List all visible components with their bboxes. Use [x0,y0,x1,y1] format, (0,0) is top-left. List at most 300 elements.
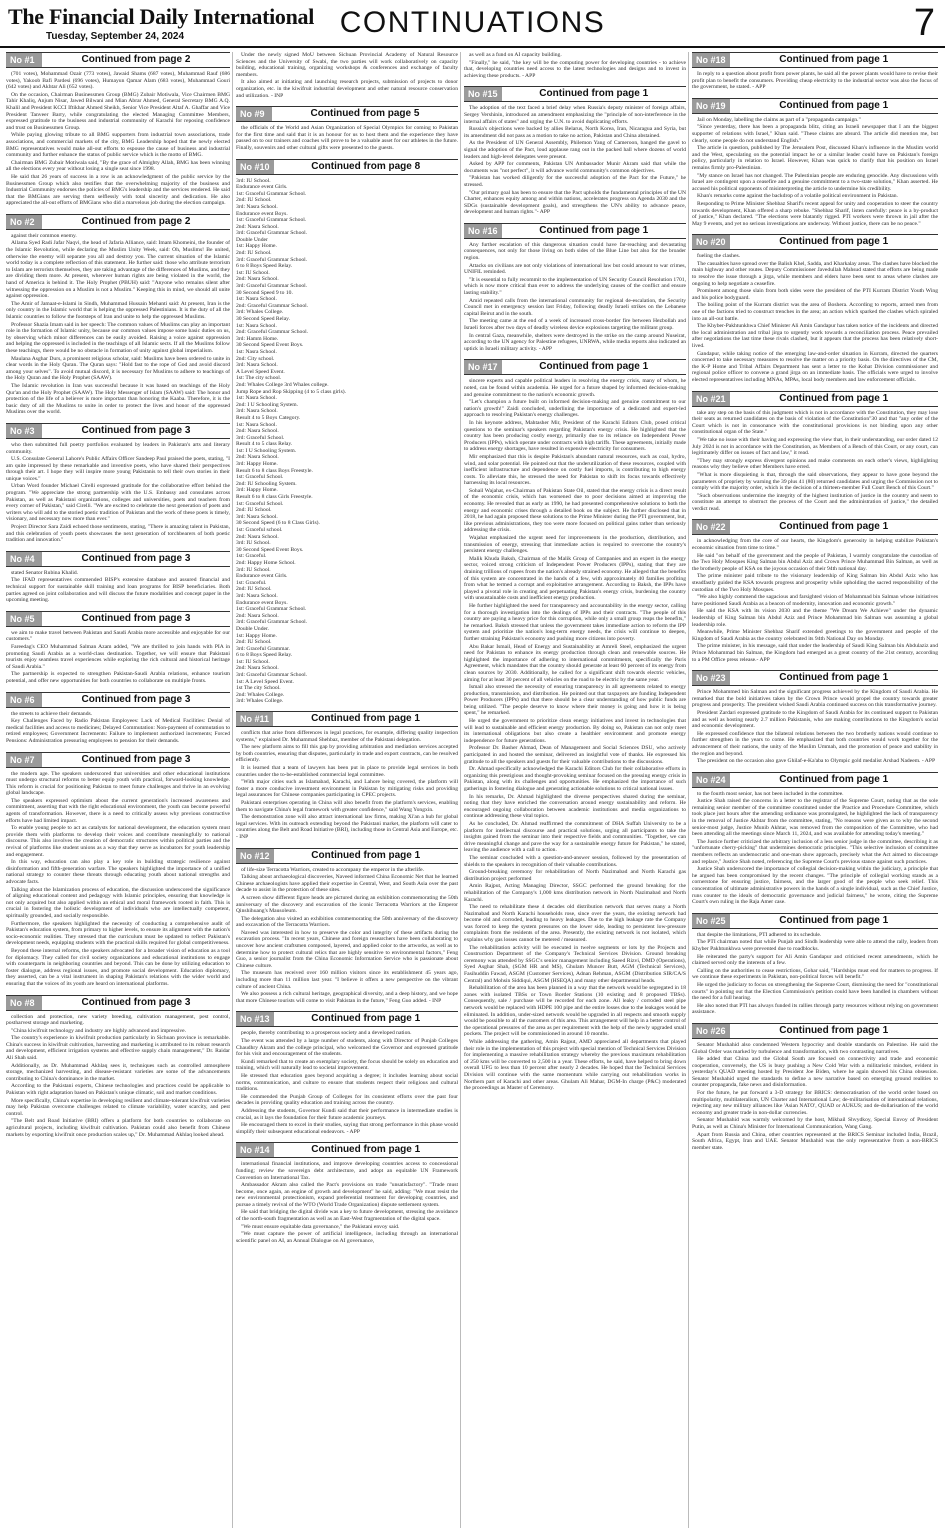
article-number-tag: No #8 [6,996,42,1010]
article-body [236,730,458,841]
column-4 [692,52,938,1528]
article-body [464,52,686,79]
results-line: 1st: Nasra School. [236,322,277,329]
results-line: 1st: Nasra School. [236,296,277,303]
column-divider [232,52,233,1528]
article-paragraph: To enable young people to act as catalysts for national development, the education system must provide them with platforms to develop their voices and contribute meaningfully to national discourse. This also involves the creation of democratic structures within political parties and the revival of platforms like student unions as a way that they serve as incubators for youth leadership and engagement. [6,825,230,858]
article-number-tag: No #16 [464,224,502,238]
article-paragraph: Russia's objections were backed by allies Belarus, North Korea, Iran, Nicaragua and Syria, but its amendment did not pass as a motion to take no action, Pakistan and China abstained. [464,126,686,139]
article-paragraph: While paying glowing tribute to all BMG supporters from industrial town associations, trade associations, and commercial markets of the city, BMG Leadership hoped that the newly elected BMG representatives would make all-out efforts to espouse the cause of business and industrial community and further enhance the status of public service which is the motto of BMG. [6,132,230,159]
article-paragraph: The museum has received over 160 million visitors since its establishment 45 years ago, including more than 11 million last year. "I believe it offers a new perspective on the vibrant culture of ancient China. [236,970,458,990]
page-number: 7 [913,2,935,44]
article-header [6,214,230,230]
article-paragraph: The adoption of the text faced a brief delay when Russia's deputy minister of foreign affairs, Sergey Vershinin, introduced an amendment emphasizing the "principle of non-interference in the internal affairs of states" and urging the U.N. to avoid duplicating efforts. [464,105,686,125]
results-line: 1st: Graceful School. [236,474,284,481]
article-number-tag: No #21 [692,392,730,406]
newspaper-name: The Financial Daily International [8,4,315,29]
results-line: 3rd: IU School. [236,566,271,573]
article-paragraph: Senator Mushahid was warmly welcomed by the host, Mikhail Shvydkoy, Special Envoy of President Putin, as well as China's Minister for International Communication, Wang Gang. [692,1117,938,1131]
results-line: 3rd: Nasra School. [236,592,278,599]
results-line: 30 Second Speed Event Boys. [236,342,304,349]
article-paragraph: As the President of UN General Assembly, Philemon Yang of Cameroon, banged the gavel to signal the adoption of the Pact, loud applause rang out in the packed hall where dozens of world leaders and high-level delegates were present. [464,140,686,160]
article-paragraph: Gandapur, while taking notice of the emerging law-and-order situation in Kurram, directed the quarters concerned to take necessary measures to resolve the matter on a priority basis. On the directives of the CM, the K-P Home and Tribal Affairs Department has sent a letter to the Kohat Division commissioner and regional police officer to convene a grand jirga on an immediate basis. The officials were urged to involve elected representatives including MNAs, MPAs, local body members and law enforcement officials. [692,350,938,383]
results-line: 1st: The city school. [236,375,282,382]
results-line: 2nd: Graceful Grammar School. [236,329,309,336]
continuation-title: Continued from page 5 [310,108,420,120]
article-paragraph: He urged the judiciary to focus on strengthening the Supreme Court, dismissing the need for "constitutional courts" in pointing out that the Election Commission's petition could have been handled in chambers without the need for a full hearing. [692,981,938,1002]
article-header [6,423,230,439]
results-line: 2nd: I U Schooling System. [236,401,298,408]
continuation-title: Continued from page 1 [779,54,889,65]
article-body [692,1042,938,1152]
results-line: 1st: IU School. [236,658,270,665]
article-paragraph: Under the newly signed MoU between Sichuan Provincial Academy of Natural Resource Sciences and the University of Swabi, the two parties will work collaboratively on capacity building, educational training, organizing workshops & conferences and exchange of faculty members. [236,52,458,78]
article-paragraph: "Such observations undermine the integrity of the highest institution of justice in the country and seem to constitute an attempt to obstruct the process of the Court and the administration of justice," the detailed verdict read. [692,492,938,512]
results-line: 3rd: Graceful Grammar School. [236,672,308,679]
article-number-tag: No #15 [464,87,502,101]
article-paragraph: Allama Syed Radi Jafar Naqvi, the head of Jafaria Alliance, said: Imam Khomeini, the founder of the Islamic Revolution, while declaring the Muslim Unity Week, said: Oh, Muslims! Be united, otherwise the enemy will separate you all and destroy you. The current situation of the Islamic world today is a complete reflection of this statement. He further said: those who attribute terrorism to Islam are terrorists themselves, they are taking advantage of the differences of Muslims, and they are dividing them more. At present, wherever human rights are being violated in the world, the hand of America is behind it. The Holy Prophet (PBUH) said: "Anyone who remains silent after witnessing the oppression on a Muslim is not a Muslim." Keeping this in mind, we should all unite against oppression. [6,240,230,300]
article-paragraph: The PTI chairman noted that while Punjab and Sindh leadership were able to attend the rally, leaders from Khyber Pakhtunkhwa were prevented due to roadblocks. [692,939,938,952]
results-line: 3rd: Graceful Grammar. [236,645,290,652]
article-paragraph: He said the KSA with its vision 2030 and the theme "We Dream We Achieve" under the dynamic leadership of King Salman bin Abdul Aziz and Prince Mohammad bin Salman was assuming a global leadership role. [692,608,938,628]
continuation-title: Continued from page 1 [539,361,649,373]
results-line: 3rd: Hamm Home. [236,335,279,342]
results-line: 3rd: Happy Home. [236,487,278,494]
article-paragraph: take any step on the basis of this judgment which is not in accordance with the Constitution, they may lose their seats as returned candidates on the basis of violation of the Constitution"30 and that "any order of the Court which is not in consonance with the constitutional provisions is not binding upon any other constitutional organ of the State." [692,409,938,436]
continuation-title: Continued from page 3 [81,552,191,564]
article-paragraph: people, thereby contributing to a prosperous society and a developed nation. [241,1030,412,1037]
results-line: 2nd: IU School. [236,586,272,593]
article-paragraph: Any further escalation of this dangerous situation could have far-reaching and devastating consequences, not only for those living on both sides of the Blue Line but also for the broader region. [464,241,686,262]
article-paragraph: "We also highly commend the sagacious and farsighted vision of Mohammad bin Salman whose initiatives have positioned Saudi Arabia as a beacon of modernity, innovation and economic growth." [692,594,938,607]
results-line: 3rd: Nasra School. [236,513,278,520]
article-paragraph: Attacks on civilians are not only violations of international law but could amount to war crimes, UNIFIL reminded. [464,262,686,276]
results-line: 2nd: Nasra School. [236,223,279,230]
continuation-title: Continued from page 1 [311,849,421,861]
article-body [6,442,230,544]
article-number-tag: No #25 [692,914,730,928]
article-paragraph: Justice Shah underscored the importance of collegial decision-making within the judiciary, a principle that he argued has been compromised by the recent changes. "The principle of collegial working stands as a cornerstone for ensuring justice, fairness, and the larger good of the people who seek relief. This concentration of ultimate administrative powers in the hands of a single individual, such as the Chief Justice, runs counter to the ideals of democratic governance and judicial fairness," he wrote, citing the Supreme Court's own ruling in the Raja Amer case. [692,866,938,906]
article-number-tag: No #1 [6,53,42,67]
column-divider [460,52,461,1528]
continuation-title: Continued from page 1 [311,713,420,725]
article-paragraph: The IFAD representatives commended BISP's extensive database and assured financial and technical support for sustainable skill training and loan programs for BISP beneficiaries. Both parties agreed on joint collaboration and will discuss the future modalities and concept paper in the upcoming meeting. [6,577,230,604]
article-paragraph: "We must ensure equitable data governance," the Pakistani envoy said. [241,1223,400,1230]
continuation-title: Continued from page 3 [81,753,191,765]
article-header [464,223,686,239]
column-1 [6,52,230,1528]
article-paragraph: The prime minister paid tribute to the visionary leadership of King Salman bin Abdul Aziz who has steadfastly guided the KSA towards progress and prosperity while upholding the sacred responsibility of the custodian of the Two Holy Mosques. [692,573,938,593]
results-line: 3rd: Graceful Grammar School. [236,256,308,263]
article-body [6,1014,230,1139]
article-paragraph: He urged the government to prioritize clean energy initiatives and invest in technologies that will lead to sustainable and efficient energy production. By doing so, Pakistan can not only meet its international obligations but also create a healthier environment and promote energy independence for future generations. [464,718,686,744]
article [464,223,686,354]
article-paragraph: Beyond these internal reforms, the speakers advocated for a broader vision of education as a tool for diplomacy. They called for civil society organizations and educational institutions to engage with counterparts in neighboring countries and beyond. This can be done by utilizing education to foster dialogue, address regional issues, and promote social development. Education diplomacy, they asserted, can be a vital instrument in shaping Pakistan's relations with the wider world and ensuring that the voices of its youth are heard on international platforms. [6,947,230,987]
article-paragraph: in acknowledging from the core of our hearts, the Kingdom's generosity in helping stabilize Pakistan's economic situation from time to time." [692,538,938,552]
article-paragraph: The speakers expressed optimism about the current generation's increased awareness and commitment, asserting that with the right educational environment, the youth can become powerful agents of transformation. However, there is a need to critically assess why previous constructive efforts have had limited impact. [6,797,230,824]
article-paragraph: Malik Khuda Baksh, Chairman of the Malik Group of Companies and an expert in the energy sector, voiced strong criticism of Independent Power Producers (IPPs), stating that they are draining trillions of rupees from the nation's already strained economy. He alleged that the benefits of this system are concentrated in the hands of a few, with approximately 40 families profiting from what he termed a corrupt and exploitative arrangement. According to Baksh, the IPPs have played a pivotal role in creating and perpetuating Pakistan's energy crisis, burdening the country with unsustainable costs and inefficient energy production. [464,555,686,602]
results-line: 3rd: Nasra School. [236,203,278,210]
article-body [236,1161,458,1244]
continuation-title: Continued from page 1 [779,672,889,684]
results-line: 1st: Nasra School. [236,348,277,355]
results-line: 2nd: Nasra School. [236,428,279,435]
article-body [6,771,230,988]
results-line: Jump Rope and Rop Skipping (4 to 5 class girls). [236,388,347,395]
results-line: 1st: Graceful. [236,579,267,586]
results-line: 3rd: Graceful Grammar School. [236,283,308,290]
results-line: 1st: Graceful school. [236,527,283,533]
article-number-tag: No #14 [236,1143,274,1157]
results-line: 2nd: IU School. [236,197,272,204]
results-line: Result 6 to 8 class Girls Freestyle. [236,494,313,501]
article-paragraph: According to the Pakistani experts, Chinese technologies and practices could be applicable to Pakistan with right adaptation based on Pakistan's unique climatic, soil and market conditions. [6,1083,230,1097]
article [692,913,938,1017]
article-paragraph: We also possess a rich cultural heritage, geographical diversity, and a deep history, and we hope that more Chinese tourists will come to visit Pakistan in the future," Feng Guo added. - INP [236,991,458,1004]
results-line: 3rd: Whales College. [236,698,284,705]
article-paragraph: Chairman BMG Zubair Motiwala said, "By the grace of Almighty Allah, BMG has been winning all the elections every year without losing a single seat since 1998. [6,159,230,173]
article-body [464,378,686,1091]
article [692,772,938,907]
article [692,670,938,766]
article-paragraph: He commended the Punjab Group of Colleges for its consistent efforts over the past four decades in providing quality education and training across the country. [236,1093,458,1107]
results-line: 2nd: Nasra School. [236,276,279,283]
article-paragraph: The meeting came at the end of a week of increased cross-border fire between Hezbollah and Israeli forces after two days of deadly wireless device explosions targeting the militant group. [464,318,686,331]
results-line: 2nd: Happy Home School. [236,559,296,566]
article [236,159,458,706]
article-paragraph: The Amir of Jamaat-e-Islami in Sindh, Muhammad Hussain Mehanti said: At present, Iran is the only country in the Islamic world that is helping the oppressed Palestinians. It is the duty of all the Islamic countries to follow the footsteps of Iran and unite to help the oppressed Muslims. [6,300,230,320]
article-paragraph: Key Challenges Faced by Radio Pakistan Employees: Lack of Medical Facilities: Denial of medical facilities and access to medicines; Delayed Commutation: Non-payment of commutation to retired employees; Government Increments: Failure to implement authorized increments; Forced Pensions: Administration pressuring employees to pension for their demands. [6,718,230,744]
article-paragraph: The demonstration zone will also attract international law firms, making Xi'an a hub for global legal services. With its outreach extending beyond the Pakistani market, the platform will cater to countries along the Belt and Road Initiative (BRI), including those in Central Asia and Europe, etc. - INP [236,814,458,840]
article-paragraph: He said that 26 years of success in a row is an acknowledgment of the public service by the Businessmen Group which also testifies that the overwhelming majority of the business and Industrial Community endorses the policies of BMG's leadership and the services rendered. He said that the BMGians are serving them selflessly with total sincerity and dedication. He also appreciated the all-out efforts of BMGians who did a marvelous job during the election campaign. [6,173,230,207]
article-body [236,1030,458,1135]
masthead [0,0,945,48]
article-paragraph: It is learned that a team of lawyers has been put in place to provide legal services in both countries under the to-be-established commercial legal committee. [236,765,458,778]
article-body [692,253,938,383]
article-paragraph: In central Gaza, meanwhile, shelters were destroyed in the strike on the camp around Nuseirat, according to the UN agency for Palestine refugees, UNRWA, while media reports also indicated an uptick in Israeli military activity. - APP [464,332,686,352]
article-header [236,711,458,727]
section-title: CONTINUATIONS [339,6,606,39]
article-number-tag: No #9 [236,107,272,121]
continuation-title: Continued from page 1 [779,236,889,248]
results-line: 1st: Graceful Grammar School. [236,217,307,224]
article-paragraph: against their common enemy. [11,232,77,239]
article-paragraph: the streets to achieve their demands. [11,710,93,717]
continuation-title: Continued from page 2 [81,54,191,65]
article-header [6,995,230,1011]
continuation-title: Continued from page 1 [779,99,889,111]
continuation-title: Continued from page 1 [779,1024,889,1036]
article-paragraph: Apart from Russia and China, other countries represented at the BRICS Seminar included India, Brazil, South Africa, Egypt, Iran and UAE. Senator Mushahid was the only representative from a non-BRICS member state. [692,1131,938,1151]
article-paragraph: "It is essential to fully recommit to the implementation of UN Security Council Resolution 1701, which is now more critical than ever to address the underlying causes of the conflict and ensure lasting stability." [464,276,686,297]
article-body [692,410,938,513]
results-line: 1st: I U Schooling System. [236,447,297,454]
article-paragraph: "Since yesterday, there has been a propaganda blitz, citing an Israeli newspaper that I am the biggest supporter of relations with Israel," Khan said. "These claims are absurd. The article did mention me, but clearly, some people do not understand English." [692,124,938,144]
article-number-tag: No #10 [236,160,274,174]
article-number-tag: No #6 [6,693,42,707]
article [6,611,230,686]
article [236,1142,458,1245]
article-paragraph: In his keynote address, Mahtasher Mir, President of the Karachi Editors Club, posed critical questions to the seminar's speakers regarding Pakistan's energy crisis. He highlighted that the country has been producing costly energy, primarily due to its reliance on Independent Power Producers (IPPs), which operate under contracts with high tariffs. These agreements, initially made to address energy shortages, have resulted in expensive electricity for consumers. [464,419,686,453]
article-paragraph: "We must capture the power of artificial intelligence, including through an international scientific panel on AI, an Annual Dialogue on AI governance, [236,1231,458,1244]
results-line: 1st: Graceful School. [236,500,284,507]
results-line: 1st: Graceful. [236,553,267,560]
article-paragraph: stated Senator Rubina Khalid. [11,569,79,576]
article-paragraph: Amin Rajput, Acting Managing Director, SSGC performed the ground breaking for the rehabilitation of the Company's 1,000 kms distribution network in North Nazimabad and North Karachi. [464,883,686,903]
article-header [6,752,230,768]
article-paragraph: The article in question, published by The Jerusalem Post, discussed Khan's influence in the Muslim world and the West, speculating on the potential impact he or a similar leader could have on Pakistan's foreign policy, particularly in relation to Israel. However, Khan was quick to clarify that his position on Israel remains firmly pro-Palestinian. [692,145,938,171]
article-body [236,867,458,1005]
article-paragraph: that despite the limitations, PTI adhered to its schedule. [697,931,822,938]
results-line: Endurance event Girls. [236,184,288,191]
results-line: 1st: A Level Speed Event. [236,678,294,685]
results-line: 1st: Nasra School. [236,395,277,402]
results-list [236,178,458,706]
article-paragraph: fueling the clashes. [697,253,741,260]
results-line: 2nd: Nasra School. [236,533,279,540]
article-paragraph: Professor Shazia Imam said in her speech: The common values of Muslims can play an important role in the formation of Islamic unity, because our common values impose some basic duties on us, by observing which minor differences can be easily avoided. Raising a voice against oppression and helping the oppressed is included in the teachings of all Islamic sects. If all the Muslims follow these teachings, there would be no obstacle in formation of unity against global imperialism. [6,321,230,354]
article-paragraph: who then submitted full poetry portfolios evaluated by leaders in Pakistan's arts and literary community. [6,441,230,455]
article [464,86,686,217]
article-paragraph: He encouraged them to excel in their studies, saying that strong performance in this phase would simplify their subsequent educational endeavors. - APP [236,1122,458,1135]
article-paragraph: we aim to make travel between Pakistan and Saudi Arabia more accessible and enjoyable for our customers." [6,629,230,643]
article-paragraph: The rehabilitation activity will be executed in twelve segments or lots by the Projects and Construction Department of the Company's Technical Services Division. Ground breaking ceremony was attended by SSGC's senior management including Saeed Rizvi, DMD (Operations), Syed Asghar Shah, (SGM HR and MS), Ghulam Muncer Butt, AGM (Technical Services), Fasihuddin Fawad, ASGM (Customer Services), Adnan Rehman, ASGM (Distribution SIR/CA/S Central) and Mohsin Siddiqui, ASGM (HSEQA) and many other departmental heads. [464,944,686,984]
article-paragraph: The boiling point of the Kurram district was the area of Boshera. According to reports, armed men from one of the factions tried to construct trenches in the area; an action which sparked the clashes which spiraled into an all-out battle. [692,302,938,322]
article-body [236,52,458,99]
article-paragraph: Calling on the authorities to cease restrictions, Gohar said, "Hardships must end for matters to progress. If we continue these experiments in Pakistan, non-political forces will benefit." [692,967,938,981]
article-header [692,670,938,686]
article-paragraph: The partnership is expected to strengthen Pakistan-Saudi Arabia relations, enhance tourism potential, and offer new opportunities for both countries to collaborate on multiple fronts. [6,671,230,684]
results-line: 2nd: City school. [236,355,275,362]
article-header [464,359,686,375]
results-line: 3rd: Graceful School. [236,434,285,441]
results-line: 3rd: IU School. [236,177,271,184]
article-body [236,125,458,151]
article [236,1011,458,1136]
article-paragraph: Pakistani enterprises operating in China will also benefit from the platform's services, enabling them to navigate China's legal framework with greater confidence," said Wang Yongxin. [236,799,458,813]
article-body [692,932,938,1016]
article [464,359,686,1092]
continuation-title: Continued from page 1 [311,1144,421,1156]
article-number-tag: No #13 [236,1012,274,1026]
article [6,423,230,545]
results-line: 1st The city School. [236,685,281,692]
article-number-tag: No #11 [236,712,273,726]
article-paragraph: For the future, he put forward a 3-D strategy for BRICS: democratisation of the world order based on multipolarity, multilateralism, UN Charter and International Law; de-militarisation of international relations, rejecting any new military alliances like 'Asian NATO', QUAD or AUKUS; and de-dollarisation of the world economy and greater trade in non-dollar currencies. [692,1090,938,1116]
article-paragraph: Professor Dr. Basher Ahmad, Dean of Management and Social Sciences DSU, who actively participated in and hosted the seminar, delivered an insightful vote of thanks. He expressed his gratitude to all the speakers and guests for their valuable contributions to the discussions. [464,745,686,765]
column-2 [236,52,458,1528]
results-line: 3rd: Happy Home. [236,461,278,468]
article-number-tag: No #5 [6,612,42,626]
article-paragraph: Ground-breaking ceremony for rehabilitation of North Nazimabad and North Karachi gas distribution project performed [464,869,686,882]
results-line: 2nd: Nasra School. [236,612,279,619]
results-line: Double Under. [236,625,269,632]
article-paragraph: While addressing the gathering, Amin Rajput, AMD appreciated all departments that played their role in the implementation of this project with special mention of Technical Services Division for implementing a massive rehabilitation strategy whereby the previous maximum rehabilitation of 250 kms will be converted to 2,500 in a year. These efforts, he said, have helped to bring down overall UFG to less than 10 percent after nearly 2 decades. He hoped that the Technical Services Division will continue with the same momentum while carrying out rehabilitation works in Northern part of Karachi and other areas. Ghulam Ali Mahar, DGM-In charge (P&C) moderated the proceedings as Master of Ceremony. [464,1038,686,1092]
article-paragraph: On the occasion, Chairman Businessmen Group (BMG) Zubair Motiwala, Vice Chairmen BMG Tahir Khaliq, Anjum Nisar, Jawed Bilwani and Mian Abrar Ahmed, General Secretary BMG A.Q. Khalil and President KCCI Iftikhar Ahmed Sheikh, Senior Vice President Altaf A. Ghaffar and Vice President Tanveer Barry, while congratulating the elected Managing Committee Members, expressed gratitude to the business and industrial community of Karachi for reposing confidence and trust on Businessmen Group. [6,91,230,131]
article-paragraph: international financial institutions, and improve developing countries access to concessional funding; review the sovereign debt architecture, and adopt an equitable UN Framework Convention on International Tax. [236,1161,458,1181]
results-line: Endurance event Boys. [236,210,288,217]
article-number-tag: No #4 [6,552,42,566]
article-body [692,538,938,663]
article-paragraph: He said "on behalf of the government and the people of Pakistan, I warmly congratulate the custodian of the Two Holy Mosques King Salman bin Abdul Aziz and Crown Prince Muhammad Bin Salman, as well as the brotherly people of KSA on the joyous occasion of their 94th national day. [692,552,938,572]
article-paragraph: "What is more disquieting is that, through the said observations, they appear to have gone beyond the parameters of propriety by warning the 39 plus 41 (80) returned candidates and urging the Commission not to comply with the majority order, which is the decision of a thirteen-member Full Court Bench of this Court." [692,471,938,492]
article-header [236,1142,458,1158]
article-header [6,611,230,627]
results-line: 6 to 8 Boys Speed Relay. [236,263,293,270]
article-paragraph: Senator Mushahid also condemned Western hypocrisy and double standards on Palestine. He said the Global Order was marked by turbulence and transformation, with two contrasting narratives. [692,1041,938,1055]
results-line: 1st: Happy Home. [236,243,277,250]
article [236,52,458,100]
article-paragraph: Responding to Prime Minister Shehbaz Sharif's recent appeal for unity and cooperation to steer the country towards development, Khan offered a sharp rebuke. "Shehbaz Sharif, listen carefully: peace is a by-product of justice," Khan declared. "The elections were blatantly rigged. PTI workers were thrown in jail after the May 9 events, and yet no serious investigations are underway. Without justice, there can be no peace." [692,200,938,227]
article-header [236,159,458,175]
issue-date: Tuesday, September 24, 2024 [46,31,185,42]
article-header [692,391,938,407]
article-header [692,519,938,535]
results-line: 2nd: Graceful Grammar School. [236,302,309,309]
results-line: 3rd: Graceful Grammar School. [236,619,308,626]
article [6,692,230,746]
article-paragraph: He expressed confidence that the bilateral relations between the two brotherly nations would continue to further strengthen in the years to come. He emphasized that both countries would work together for the advancement of their nations, the unity of the Muslim Ummah, and the promotion of peace and stability in the region and beyond. [692,730,938,757]
results-line: A Level Speed Event. [236,368,285,375]
article-paragraph: "With major cities such as Islamabad, Karachi, and Lahore being covered, the platform will foster a more conducive investment environment in Pakistan by mitigating risks and providing legal assurances for Chinese companies participating in CPEC projects. [236,779,458,799]
results-line: 30 Second Speed 9 to 10. [236,289,293,296]
article-paragraph: Justice Shah raised the concerns in a letter to the registrar of the Supreme Court, noting that as the sole remaining senior member of the committee constituted under the Practice and Procedure Committee, which took place just hours after the amending ordinance was promulgated, he highlighted the lack of transparency in the removal of Justice Akhtar from the committee, stating, "No reasons were given as to why the second senior-most judge, Justice Munib Akhtar, was removed from the composition of the Committee, who had been attending all the meetings since March 11, 2024, and was available for attending today's meeting." [692,798,938,838]
article-paragraph: Kundi remarked that to create an exemplary society, the focus should be solely on education and training, which will naturally lead to societal improvement. [236,1058,458,1072]
article-paragraph: "They may strongly express divergent opinions and make comments on each other's views, highlighting reasons why they believe other Members have erred. [692,457,938,471]
article-paragraph: "Finally," he said, "the key will be the computing power for developing countries - to achieve that, developing countries need access to the latest technologies and designs and to invest in achieving these products. - APP [464,59,686,79]
article-header [692,98,938,114]
article-body [692,71,938,91]
results-line: Result 4 to 5 Boys Category. [236,414,301,421]
article-paragraph: The Islamic revolution in Iran was successful because it was based on teachings of the Holy Qur'an and the Holy Prophet (SAAW). The Holy Messenger of Islam (SAAW) said: The honor and protection of the life of a believer is more important than honoring the Kaaba. Therefore, it is the basic duty of all the Muslims to unite in order to protect the lives and honor of the oppressed Muslims over the world. [6,382,230,416]
article-paragraph: The seminar concluded with a question-and-answer session, followed by the presentation of shields to the speakers in recognition of their valuable contributions. [464,854,686,868]
article [236,106,458,152]
article-paragraph: Furthermore, the speakers highlighted the necessity of conducting a comprehensive audit of Pakistan's education system, from primary to higher levels, to ensure its alignment with the nation's socio-economic realities. They stressed that the curriculum must be updated to reflect Pakistan's development needs, equipping students with the practical skills required for global competitiveness. [6,920,230,947]
article-paragraph: Mir emphasized that this is despite Pakistan's abundant natural resources, such as coal, hydro, wind, and solar potential. He pointed out that the underutilization of these resources, coupled with inefficient infrastructure and dependence on costly fuel imports, is contributing to high energy costs. To alleviate this, he stressed the need for Pakistan to shift its focus towards effectively harnessing its local resources. [464,453,686,487]
results-line: 1st: Nasra School. [236,421,277,428]
article-paragraph: (701 votes), Mohammad Ozair (773 votes), Jawaid Shams (687 votes), Muhammad Rauf (686 votes), Yakoob Bafi Pardesi (696 votes), Humayun Qamar Alam (683 votes), Muhammad Gouri (642 votes) and Akhtar Ali (652 votes). [6,71,230,91]
article-header [236,106,458,122]
article-body [692,791,938,906]
continuation-title: Continued from page 3 [81,693,191,705]
article-paragraph: Maulana Asghar Durs, a prominent religious scholar, said: Muslims have been ordered to unite in clear words in the Holy Quran. The Quran says: "Hold fast to the rope of God and avoid discord among your selves". To avoid mutual discord, it is necessary for Muslims to adhere to teachings of the Holy Quran and the Holy Prophet (SAAW). [6,355,230,382]
article-paragraph: Talking about archaeological discoveries, Naveed informed China Economic Net that he learned Chinese archaeologists have applied their expertise in Central, West, and South Asia over the past decade to assist in the protection of these sites. [236,874,458,894]
article [464,52,686,80]
column-divider [688,52,689,1528]
article-header [692,772,938,788]
article [6,995,230,1140]
article-paragraph: He also noted that PTI has always funded its rallies through party resources without relying on government assistance. [692,1002,938,1016]
results-line: 3rd: Whales College. [236,309,284,316]
article-number-tag: No #3 [6,424,42,438]
article-paragraph: Abu Bakar Ismail, Head of Energy and Sustainability at Amreli Steel, emphasized the urgent need for Pakistan to enhance its energy production through clean and renewable sources. He highlighted the importance of adhering to international commitments, specifically the Paris Agreement, which mandates that the country should generate at least 60 percent of its energy from clean sources by 2030. Additionally, he called for a significant shift towards electric vehicles, aiming for at least 30 percent of all vehicles on the road to be electric by the same year. [464,643,686,683]
article-paragraph: In reply to a question about profit from power plants, he said all the power plants would have to revise their profit plan to benefit the consumers. Providing cheap electricity to the industrial sector was also the focus of the government, he stated. - APP [692,71,938,91]
article-number-tag: No #12 [236,849,274,863]
article-paragraph: Meanwhile, Prime Minister Shehbaz Sharif extended greetings to the government and people of the Kingdom of Saudi Arabia as the country celebrated its 94th National Day on Monday. [692,629,938,642]
continuation-title: Continued from page 3 [81,424,191,436]
article-body [6,71,230,207]
article-paragraph: The country's experience in kiwifruit production particularly in Sichuan province is remarkable. China's success in kiwifruit cultivation, harvesting and marketing is attributed to its robust research and development, efficient irrigation systems and effective supply chain management," Dr. Raidar Ali Shah said. [6,1035,230,1062]
article-body [692,117,938,228]
article-header [692,1023,938,1039]
article-number-tag: No #17 [464,360,502,374]
article-paragraph: to the fourth most senior, has not been included in the committee. [697,790,844,797]
results-line: 2nd: Whales College 3rd Whales college. [236,381,329,388]
article-paragraph: "Pakistan has worked diligently for the successful adoption of the Pact for the Future," he stressed. [464,175,686,188]
continuation-title: Continued from page 1 [539,88,649,100]
article [692,234,938,384]
article-paragraph: "China kiwifruit technology and industry are highly advanced and impressive. [11,1027,187,1034]
article-paragraph: Asked by APP for comments, Pakistan UN Ambassador Munir Akram said that while the documents was "not perfect", it will advance world community's common objectives. [464,161,686,174]
article-body [6,233,230,416]
article-paragraph: The president on the occasion also gave Ghilaf-e-Ka'aba to Olympic gold medalist Arshad Nadeem. - APP [697,758,936,765]
continuation-title: Continued from page 3 [81,996,191,1008]
article-paragraph: More specifically, China's expertise in developing resilient and climate-tolerant kiwifruit varieties may help Pakistan overcome challenges related to climate variability, water scarcity, and pest control. [6,1097,230,1117]
article-paragraph: The casualties have spread over the Balish Khel, Sadda, and Kharkalay areas. The clashes have blocked the main highway and other routes. Deputy Commissioner Javedullah Mahsud stated that efforts are being made to resolve the issue through a jirga, while members and elders have been sent to areas where clashes are ongoing to help negotiate a ceasefire. [692,260,938,287]
article-paragraph: President Zardari expressed gratitude to the Kingdom of Saudi Arabia for its continued support to Pakistan and as well as hosting nearly 2.7 million Pakistanis, who are making contributions to the Kingdom's social and economic development. [692,709,938,730]
article-paragraph: Jail on Monday, labelling the claims as part of a "propaganda campaign." [697,116,861,123]
article-paragraph: It also aimed at initiating and launching research projects, submission of projects to donor organization, etc. in the kiwifruit industrial development and other natural resource conservation and utilization. - INP [236,79,458,99]
results-line: Endurance event Boys. [236,599,288,606]
article-paragraph: Additionally, as Dr. Muhammad Akhlaq sees it, techniques such as controlled atmosphere storage, mechanized harvesting, and disease-resistant varieties are some of the advancements contributing to China's dominance in the market. [6,1062,230,1082]
article-paragraph: In his remarks, Dr. Ahmad highlighted the diverse perspectives shared during the seminar, noting that they have enriched the conversation around energy sustainability and reform. He encouraged ongoing collaboration between academic institutions and media organizations to continue addressing these vital topics. [464,793,686,820]
article-body [6,711,230,745]
article-paragraph: He said that bridging the digital divide was a key to future development, stressing the avoidance of the north-south fragmentation as well as an East-West fragmentation of the digital space. [236,1209,458,1223]
article-paragraph: The delegation also visited an exhibition commemorating the 50th anniversary of the discovery and excavation of the Terracotta Warriors. [236,915,458,929]
results-line: 1st: Graceful Grammar School. [236,190,307,197]
article [6,551,230,605]
article-header [692,913,938,929]
article-paragraph: Talking about the Islamization process of education, the discussion underscored the significance of aligning educational content and pedagogy with Islamic principles, ensuring that knowledge is not only acquired but also applied within an ethical and moral framework rooted in faith. This is crucial in fostering the holistic development of individuals who are intellectually competent, spiritually grounded, and socially responsible. [6,886,230,919]
article-paragraph: He stressed that education goes beyond acquiring a degree; it includes learning about social norms, communication, and culture to ensure that students respect their religious and cultural traditions. [236,1072,458,1093]
continuation-title: Continued from page 8 [311,160,421,172]
results-line: 3rd: Nasra School. [236,362,278,369]
article-paragraph: Fareedag's CEO Muhammad Salman Azam added, "We are thrilled to join hands with PIA in promoting Saudi Arabia as a world-class destination. Together, we will ensure that Pakistani tourists enjoy seamless travel experiences while exploring the rich cultural and historical heritage of Saudi Arabia." [6,643,230,670]
article-paragraph: Addressing the students, Governor Kundi said that their performance in intermediate studies is crucial, as it lays the foundation for their future academic journeys. [236,1107,458,1121]
article-paragraph: Wajahat emphasized the urgent need for improvements in the production, distribution, and transmission of energy, stressing that immediate action is required to overcome the country's persistent energy challenges. [464,535,686,555]
continuation-title: Continued from page 1 [779,521,889,533]
results-line: 2nd: IU School. [236,507,272,514]
results-line: 6 to 8 Boys Speed Relay. [236,652,293,659]
results-line: 2nd: IU School. [236,639,272,646]
article-paragraph: He reiterated the party's support for Ali Amin Gandapur and criticised recent amendments, which he claimed served only the interests of a few. [692,953,938,967]
article [692,52,938,92]
results-line: 1st: Graceful Grammar School. [236,606,307,613]
article-paragraph: "Our primary goal has been to ensure that the Pact upholds the fundamental principles of the UN Charter, enhances equity among and within nations, accelerates progress on Agenda 2030 and the SDGs (sustainable development goals), and strengthens the UN's ability to advance peace, development and human rights."- APP [464,189,686,216]
article-paragraph: The Justice further criticized the arbitrary inclusion of a less senior judge in the committee, describing it as "unfortunate cherry-picking" that undermines democratic principles. "This selective inclusion of committee members reflects an undemocratic and one-man show approach, precisely what the Act aimed to discourage and replace," Justice Shah noted, referencing the Supreme Court's previous stance against such practices. [692,838,938,865]
article-body [464,242,686,353]
article-paragraph: The new platform aims to fill this gap by providing arbitration and mediation services accepted by both countries, ensuring that disputes, particularly in trade and export contracts, can be resolved efficiently. [236,744,458,764]
article-paragraph: The Khyber-Pakhtunkhwa Chief Minister Ali Amin Gandapur has taken notice of the incidents and directed the local administration and tribal jirga to urgently work towards a reconciliation process. Peace prevailed after negotiations the last time these rivals clashed, but it appears that the process has been relatively short-lived. [692,323,938,349]
results-line: 30 Second Speed (6 to 8 Class Girls). [236,520,320,527]
article-paragraph: of life-size Terracotta Warriors, created to accompany the emperor in the afterlife. [241,866,424,873]
article-number-tag: No #23 [692,671,730,685]
continuation-title: Continued from page 1 [311,1013,421,1025]
results-line: 2nd: Nasra School. [236,665,279,672]
article-body [692,689,938,765]
continuation-title: Continued from page 1 [779,392,889,404]
results-line: 3rd: Nasra School. [236,408,278,415]
article-paragraph: As he concluded, Dr. Ahmad reaffirmed the commitment of DHA Suffah University to be a platform for intellectual discourse and practical solutions, urging all participants to take the insights gained from the seminar into their respective fields and communities. "Together, we can drive meaningful change and pave the way for a sustainable energy future for Pakistan," he stated, leaving the audience with a call to action. [464,820,686,854]
article [6,752,230,989]
article [692,391,938,514]
article-paragraph: conflicts that arise from differences in legal practices, for example, differing quality inspection systems," explained Dr. Muhammad Shehbaz, member of the Pakistani delegation. [236,730,458,743]
article-paragraph: The event was attended by a large number of students, along with Director of Punjab Colleges Chaudhry Akram and the college principal, who welcomed the Governor and expressed gratitude for his visit and encouragement of the students. [236,1038,458,1058]
results-line: Endurance event Girls. [236,573,288,580]
article-paragraph: The prime minister, in his message, said that under the leadership of Saudi King Salman bin Abdulaziz and Prince Mohammad bin Salman, the Kingdom had emerged as a great country of the 21st century, according to a PM Office press release.- APP [692,643,938,663]
article-number-tag: No #19 [692,99,730,113]
article-header [236,1011,458,1027]
